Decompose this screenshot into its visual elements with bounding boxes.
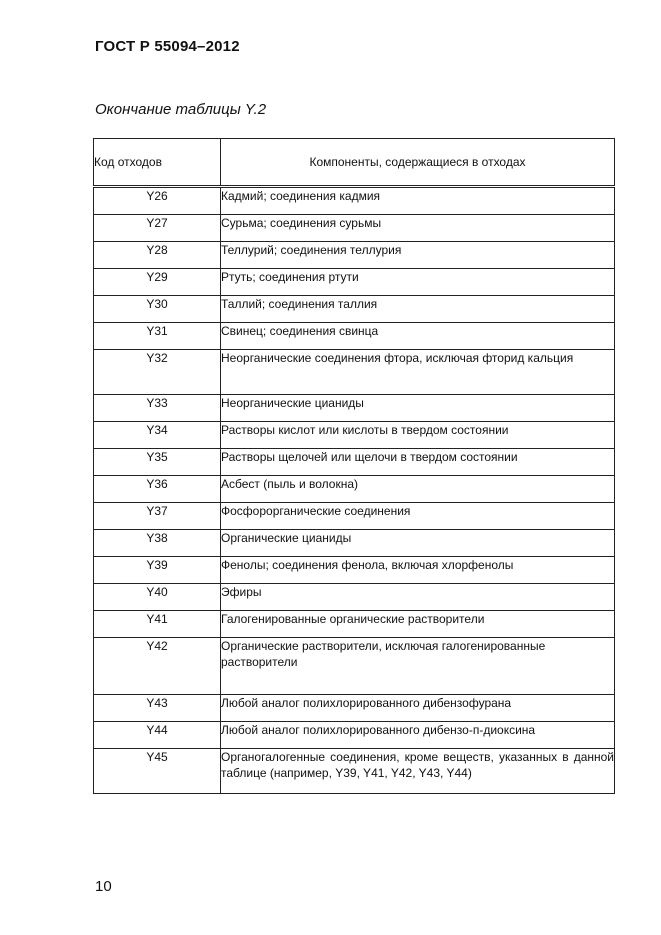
table-row xyxy=(94,611,615,638)
waste-code: Y33 xyxy=(94,395,221,422)
table-row xyxy=(94,503,615,530)
waste-components: Фосфорорганические соединения xyxy=(221,503,615,530)
waste-components: Неорганические соединения фтора, исключая фторид кальция xyxy=(221,350,615,395)
waste-components: Таллий; соединения таллия xyxy=(221,296,615,323)
waste-components: Органогалогенные соединения, кроме веществ, указанных в данной таблице (например, Y39, Y41, Y42, Y43, Y44) xyxy=(221,749,615,794)
waste-components: Свинец; соединения свинца xyxy=(221,323,615,350)
waste-components: Органические растворители, исключая галогенированные растворители xyxy=(221,638,615,695)
table-row xyxy=(94,422,615,449)
table-caption: Окончание таблицы Y.2 xyxy=(95,101,267,118)
waste-code: Y38 xyxy=(94,530,221,557)
header-components: Компоненты, содержащиеся в отходах xyxy=(221,139,615,187)
waste-code: Y31 xyxy=(94,323,221,350)
table-row xyxy=(94,187,615,215)
table-row xyxy=(94,722,615,749)
waste-code: Y45 xyxy=(94,749,221,794)
waste-components: Органические цианиды xyxy=(221,530,615,557)
table-row xyxy=(94,323,615,350)
waste-components: Растворы щелочей или щелочи в твердом состоянии xyxy=(221,449,615,476)
document-code: ГОСТ Р 55094–2012 xyxy=(95,38,240,55)
table-row xyxy=(94,449,615,476)
waste-components: Растворы кислот или кислоты в твердом состоянии xyxy=(221,422,615,449)
table-row xyxy=(94,215,615,242)
waste-code: Y37 xyxy=(94,503,221,530)
table-row xyxy=(94,476,615,503)
waste-code: Y39 xyxy=(94,557,221,584)
waste-codes-table xyxy=(93,138,615,794)
waste-components: Неорганические цианиды xyxy=(221,395,615,422)
waste-code: Y32 xyxy=(94,350,221,395)
table-row xyxy=(94,638,615,695)
table-row xyxy=(94,242,615,269)
waste-code: Y28 xyxy=(94,242,221,269)
waste-code: Y44 xyxy=(94,722,221,749)
table-row xyxy=(94,530,615,557)
waste-components: Ртуть; соединения ртути xyxy=(221,269,615,296)
waste-code: Y42 xyxy=(94,638,221,695)
waste-code: Y27 xyxy=(94,215,221,242)
waste-components: Любой аналог полихлорированного дибензо-п-диоксина xyxy=(221,722,615,749)
waste-components: Теллурий; соединения теллурия xyxy=(221,242,615,269)
waste-code: Y30 xyxy=(94,296,221,323)
waste-components: Галогенированные органические растворители xyxy=(221,611,615,638)
waste-components: Любой аналог полихлорированного дибензофурана xyxy=(221,695,615,722)
waste-components: Асбест (пыль и волокна) xyxy=(221,476,615,503)
waste-code: Y35 xyxy=(94,449,221,476)
waste-components: Фенолы; соединения фенола, включая хлорфенолы xyxy=(221,557,615,584)
table-header-row xyxy=(94,139,615,187)
waste-code: Y43 xyxy=(94,695,221,722)
waste-code: Y26 xyxy=(94,187,221,215)
table-row xyxy=(94,557,615,584)
waste-code: Y40 xyxy=(94,584,221,611)
waste-code: Y36 xyxy=(94,476,221,503)
waste-code: Y34 xyxy=(94,422,221,449)
table-row xyxy=(94,695,615,722)
waste-code: Y41 xyxy=(94,611,221,638)
table-row xyxy=(94,395,615,422)
page-number: 10 xyxy=(95,878,112,895)
header-waste-code: Код отходов xyxy=(94,139,221,187)
waste-components: Кадмий; соединения кадмия xyxy=(221,187,615,215)
table-row xyxy=(94,749,615,794)
waste-components: Эфиры xyxy=(221,584,615,611)
table-row xyxy=(94,269,615,296)
table-row xyxy=(94,296,615,323)
table-row xyxy=(94,350,615,395)
table-row xyxy=(94,584,615,611)
waste-code: Y29 xyxy=(94,269,221,296)
waste-components: Сурьма; соединения сурьмы xyxy=(221,215,615,242)
